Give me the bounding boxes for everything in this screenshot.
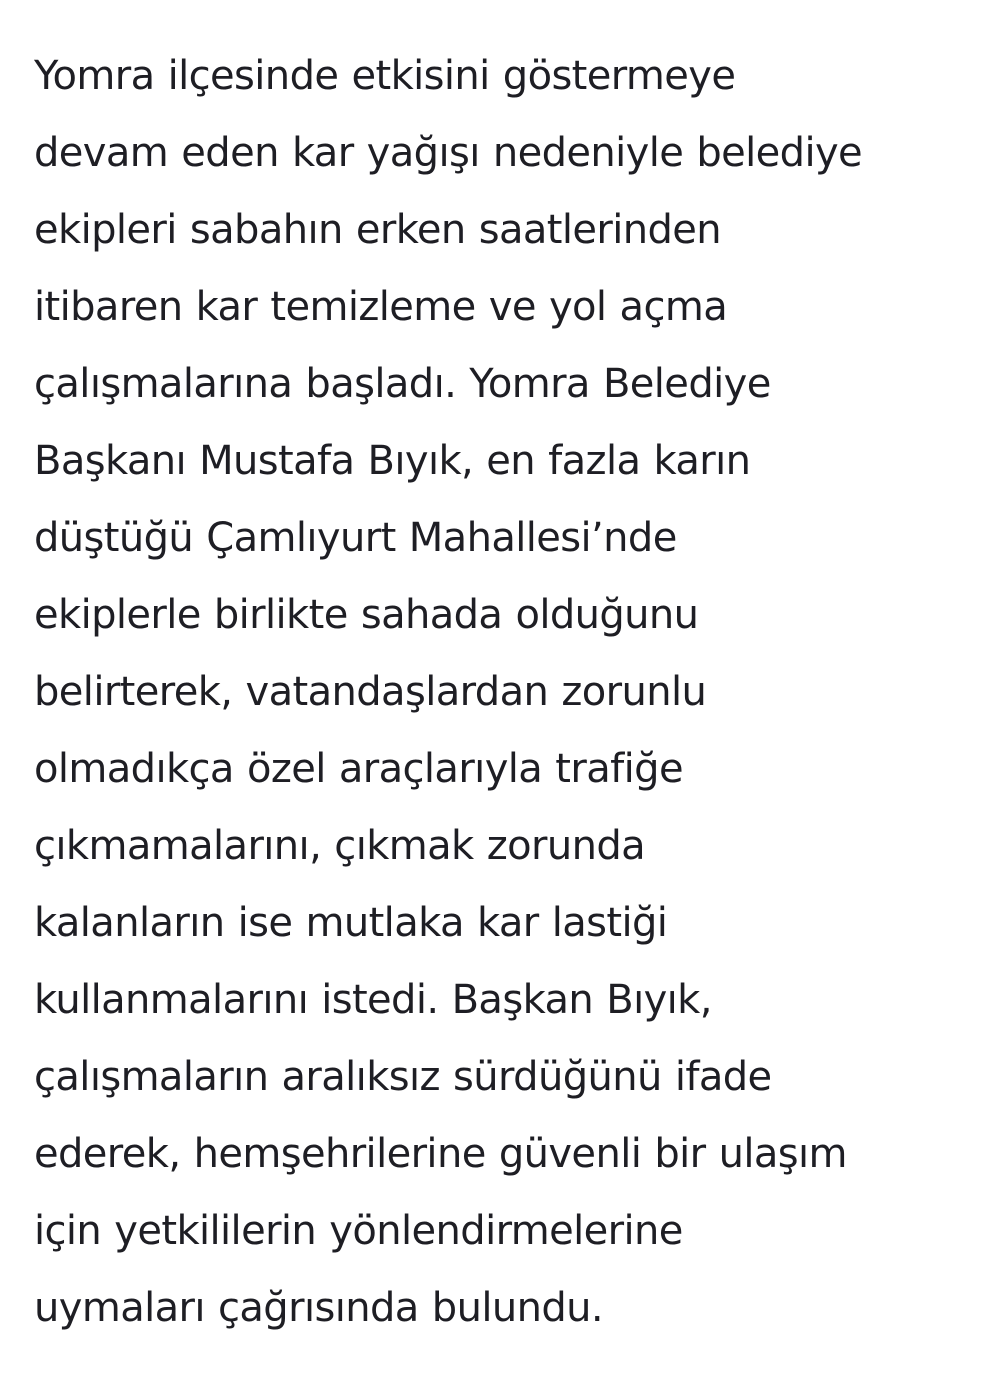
article-line: düştüğü Çamlıyurt Mahallesi’nde bbox=[34, 515, 677, 561]
article-line: Yomra ilçesinde etkisini göstermeye bbox=[34, 53, 736, 99]
article-body bbox=[34, 38, 984, 1347]
article-line: ekiplerle birlikte sahada olduğunu bbox=[34, 592, 699, 638]
article-line: kullanmalarını istedi. Başkan Bıyık, bbox=[34, 977, 712, 1023]
article-line: için yetkililerin yönlendirmelerine bbox=[34, 1208, 683, 1254]
article-line: uymaları çağrısında bulundu. bbox=[34, 1285, 603, 1331]
article-line: belirterek, vatandaşlardan zorunlu bbox=[34, 669, 707, 715]
article-line: Başkanı Mustafa Bıyık, en fazla karın bbox=[34, 438, 751, 484]
article-line: ederek, hemşehrilerine güvenli bir ulaşım bbox=[34, 1131, 847, 1177]
article-line: çalışmalarına başladı. Yomra Belediye bbox=[34, 361, 771, 407]
article-line: çalışmaların aralıksız sürdüğünü ifade bbox=[34, 1054, 772, 1100]
article-line: olmadıkça özel araçlarıyla trafiğe bbox=[34, 746, 683, 792]
article-line: ekipleri sabahın erken saatlerinden bbox=[34, 207, 722, 253]
article-line: kalanların ise mutlaka kar lastiği bbox=[34, 900, 668, 946]
article-line: devam eden kar yağışı nedeniyle belediye bbox=[34, 130, 863, 176]
article-line: çıkmamalarını, çıkmak zorunda bbox=[34, 823, 646, 869]
article-line: itibaren kar temizleme ve yol açma bbox=[34, 284, 728, 330]
